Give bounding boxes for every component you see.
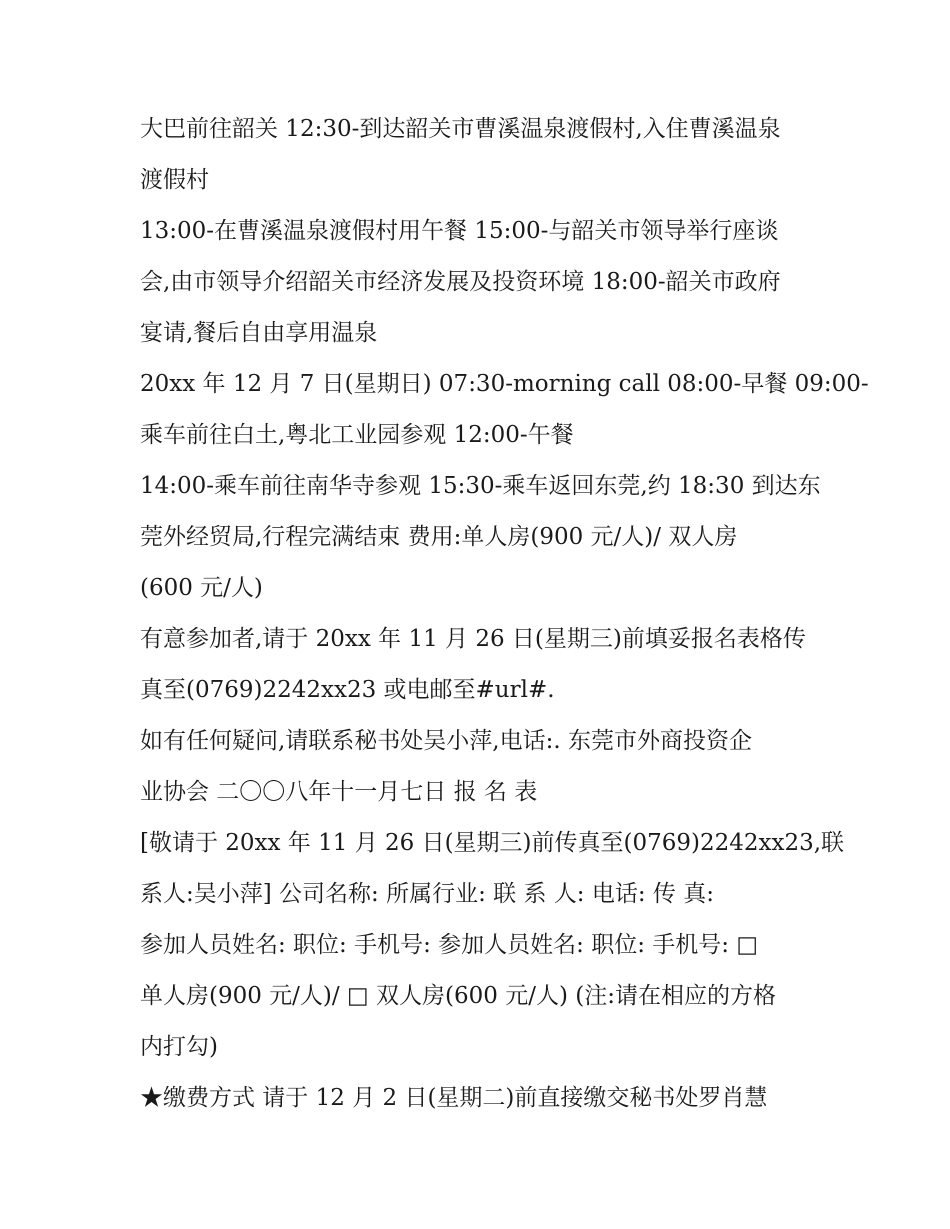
paragraph-day-two-schedule	[140, 359, 869, 461]
paragraph-arrival-shaoguan	[140, 104, 820, 206]
paragraph-payment-method	[140, 1073, 820, 1124]
paragraph-contact-and-signature	[140, 716, 820, 818]
text-line: 参加人员姓名: 职位: 手机号: 参加人员姓名: 职位: 手机号: □	[140, 932, 759, 958]
document-body	[140, 104, 869, 1124]
text-line: 系人:吴小萍] 公司名称: 所属行业: 联 系 人: 电话: 传 真:	[140, 881, 714, 907]
text-line: 渡假村	[140, 167, 209, 193]
text-line: 内打勾)	[140, 1034, 218, 1060]
paragraph-form-fields	[140, 920, 820, 1073]
paragraph-form-header	[140, 818, 845, 920]
text-line: 业协会 二〇〇八年十一月七日 报 名 表	[140, 779, 538, 805]
text-line: 真至(0769)2242xx23 或电邮至#url#.	[140, 677, 555, 703]
text-line: 单人房(900 元/人)/ □ 双人房(600 元/人) (注:请在相应的方格	[140, 983, 776, 1009]
text-line: [敬请于 20xx 年 11 月 26 日(星期三)前传真至(0769)2242xx23,联	[140, 830, 845, 856]
text-line: 13:00-在曹溪温泉渡假村用午餐 15:00-与韶关市领导举行座谈	[140, 218, 779, 244]
text-line: 如有任何疑问,请联系秘书处吴小萍,电话:. 东莞市外商投资企	[140, 728, 752, 754]
text-line: 有意参加者,请于 20xx 年 11 月 26 日(星期三)前填妥报名表格传	[140, 626, 806, 652]
paragraph-return-and-fees	[140, 461, 820, 614]
text-line: 14:00-乘车前往南华寺参观 15:30-乘车返回东莞,约 18:30 到达东	[140, 473, 821, 499]
text-line: 宴请,餐后自由享用温泉	[140, 320, 378, 346]
text-line: 会,由市领导介绍韶关市经济发展及投资环境 18:00-韶关市政府	[140, 269, 781, 295]
text-line: 大巴前往韶关 12:30-到达韶关市曹溪温泉渡假村,入住曹溪温泉	[140, 116, 781, 142]
paragraph-lunch-meeting	[140, 206, 820, 359]
paragraph-registration-deadline	[140, 614, 820, 716]
text-line: 乘车前往白土,粤北工业园参观 12:00-午餐	[140, 422, 574, 448]
text-line: 莞外经贸局,行程完满结束 费用:单人房(900 元/人)/ 双人房	[140, 524, 738, 550]
text-line: 20xx 年 12 月 7 日(星期日) 07:30-morning call 08:00-早餐 09:00-	[140, 371, 869, 397]
text-line: (600 元/人)	[140, 575, 263, 601]
text-line: ★缴费方式 请于 12 月 2 日(星期二)前直接缴交秘书处罗肖慧	[140, 1085, 768, 1111]
